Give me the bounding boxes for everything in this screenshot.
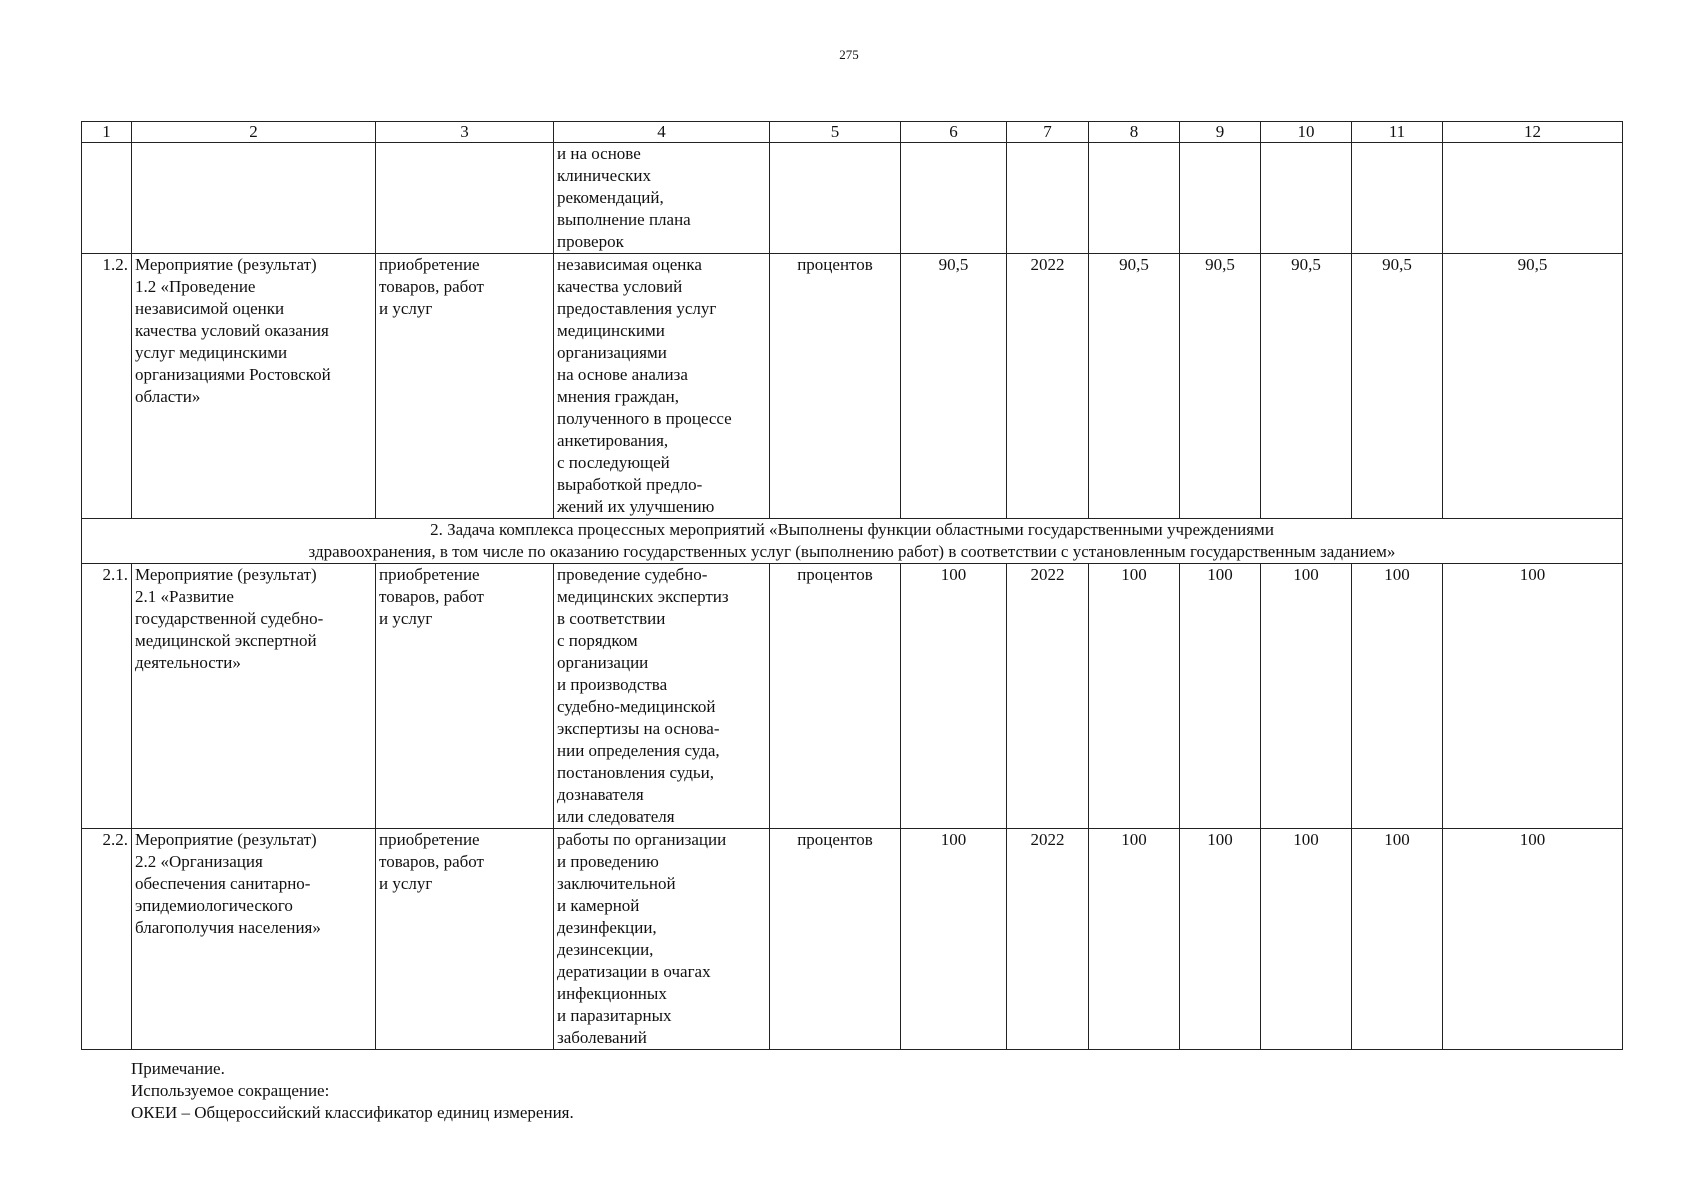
header-cell: 8 bbox=[1089, 122, 1180, 143]
row-number: 1.2. bbox=[82, 254, 132, 519]
empty-cell bbox=[770, 143, 901, 254]
base-value-cell: 90,5 bbox=[901, 254, 1007, 519]
header-cell: 4 bbox=[554, 122, 770, 143]
empty-cell bbox=[1261, 143, 1352, 254]
value-cell: 90,5 bbox=[1443, 254, 1623, 519]
value-cell: 100 bbox=[1352, 829, 1443, 1050]
note-title: Примечание. bbox=[131, 1059, 225, 1078]
header-cell: 3 bbox=[376, 122, 554, 143]
header-cell: 5 bbox=[770, 122, 901, 143]
header-cell: 6 bbox=[901, 122, 1007, 143]
base-value-cell: 100 bbox=[901, 829, 1007, 1050]
table-row bbox=[82, 829, 1623, 1050]
header-cell: 9 bbox=[1180, 122, 1261, 143]
event-type: приобретение товаров, работ и услуг bbox=[376, 254, 554, 519]
header-cell: 11 bbox=[1352, 122, 1443, 143]
empty-cell bbox=[1352, 143, 1443, 254]
value-cell: 100 bbox=[1180, 829, 1261, 1050]
value-cell: 90,5 bbox=[1180, 254, 1261, 519]
header-row bbox=[82, 122, 1623, 143]
base-value-cell: 100 bbox=[901, 564, 1007, 829]
page-number: 275 bbox=[839, 47, 859, 62]
indicators-table bbox=[81, 121, 1623, 1050]
empty-cell bbox=[82, 143, 132, 254]
unit-cell: процентов bbox=[770, 254, 901, 519]
value-cell: 100 bbox=[1089, 829, 1180, 1050]
empty-cell bbox=[376, 143, 554, 254]
header-cell: 12 bbox=[1443, 122, 1623, 143]
empty-cell bbox=[1089, 143, 1180, 254]
empty-cell bbox=[1007, 143, 1089, 254]
event-description: работы по организации и проведению заключительной и камерной дезинфекции, дезинсекции, дератизации в очагах инфекционных и паразитарных заболеваний bbox=[554, 829, 770, 1050]
description-cell: и на основе клинических рекомендаций, выполнение плана проверок bbox=[554, 143, 770, 254]
event-description: независимая оценка качества условий предоставления услуг медицинскими организациями на основе анализа мнения граждан, полученного в процессе анкетирования, с последующей выработкой предло- жений их улучшению bbox=[554, 254, 770, 519]
task-heading: 2. Задача комплекса процессных мероприятий «Выполнены функции областными государственными учреждениями здравоохранения, в том числе по оказанию государственных услуг (выполнению работ) в соответствии с установленным государственным заданием» bbox=[82, 519, 1623, 564]
base-year-cell: 2022 bbox=[1007, 829, 1089, 1050]
event-type: приобретение товаров, работ и услуг bbox=[376, 829, 554, 1050]
event-description: проведение судебно- медицинских экспертиз в соответствии с порядком организации и производства судебно-медицинской экспертизы на основа- нии определения суда, постановления судьи, дознавателя или следователя bbox=[554, 564, 770, 829]
value-cell: 100 bbox=[1443, 564, 1623, 829]
value-cell: 100 bbox=[1352, 564, 1443, 829]
task-heading-row bbox=[82, 519, 1623, 564]
table-row bbox=[82, 564, 1623, 829]
row-number: 2.1. bbox=[82, 564, 132, 829]
header-cell: 1 bbox=[82, 122, 132, 143]
event-name: Мероприятие (результат) 2.2 «Организация обеспечения санитарно- эпидемиологического благополучия населения» bbox=[132, 829, 376, 1050]
header-cell: 7 bbox=[1007, 122, 1089, 143]
table-row bbox=[82, 254, 1623, 519]
empty-cell bbox=[1180, 143, 1261, 254]
value-cell: 100 bbox=[1180, 564, 1261, 829]
value-cell: 90,5 bbox=[1261, 254, 1352, 519]
value-cell: 100 bbox=[1261, 829, 1352, 1050]
unit-cell: процентов bbox=[770, 564, 901, 829]
base-year-cell: 2022 bbox=[1007, 564, 1089, 829]
header-cell: 2 bbox=[132, 122, 376, 143]
footnote bbox=[131, 1058, 574, 1124]
event-name: Мероприятие (результат) 1.2 «Проведение независимой оценки качества условий оказания услуг медицинскими организациями Ростовской области» bbox=[132, 254, 376, 519]
value-cell: 100 bbox=[1089, 564, 1180, 829]
empty-cell bbox=[132, 143, 376, 254]
value-cell: 90,5 bbox=[1352, 254, 1443, 519]
unit-cell: процентов bbox=[770, 829, 901, 1050]
empty-cell bbox=[1443, 143, 1623, 254]
value-cell: 100 bbox=[1261, 564, 1352, 829]
event-type: приобретение товаров, работ и услуг bbox=[376, 564, 554, 829]
continuation-row bbox=[82, 143, 1623, 254]
empty-cell bbox=[901, 143, 1007, 254]
note-line: Используемое сокращение: bbox=[131, 1081, 330, 1100]
header-cell: 10 bbox=[1261, 122, 1352, 143]
value-cell: 100 bbox=[1443, 829, 1623, 1050]
row-number: 2.2. bbox=[82, 829, 132, 1050]
note-line: ОКЕИ – Общероссийский классификатор единиц измерения. bbox=[131, 1103, 574, 1122]
value-cell: 90,5 bbox=[1089, 254, 1180, 519]
base-year-cell: 2022 bbox=[1007, 254, 1089, 519]
event-name: Мероприятие (результат) 2.1 «Развитие государственной судебно- медицинской экспертной деятельности» bbox=[132, 564, 376, 829]
